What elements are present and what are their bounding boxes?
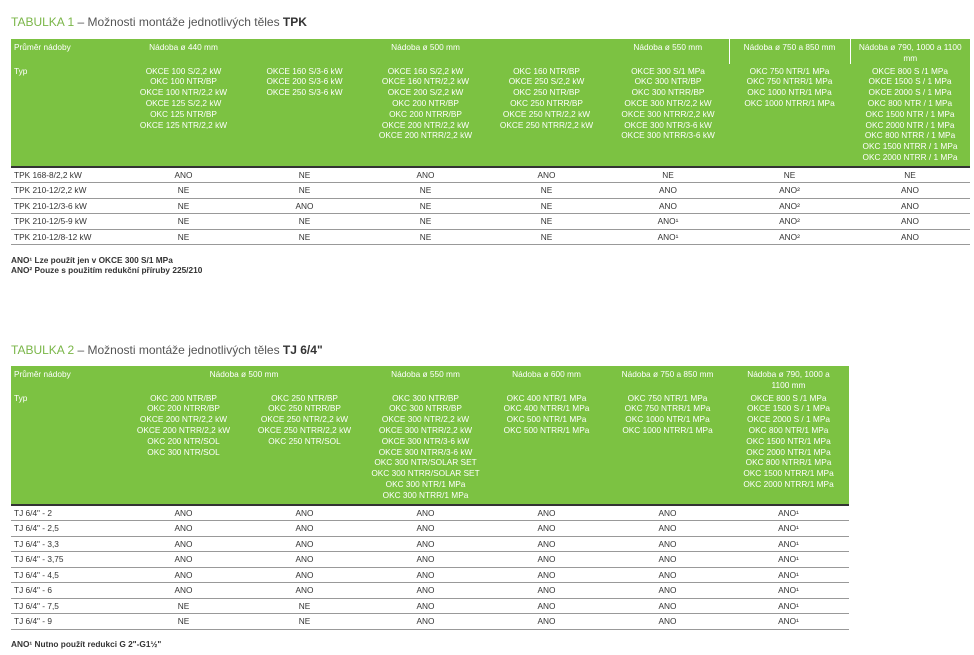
row-label: TPK 168-8/2,2 kW xyxy=(11,167,123,183)
table1-type-cell: OKCE 160 S/3-6 kW OKCE 200 S/3-6 kW OKCE 250 S/3-6 kW xyxy=(244,64,365,167)
row-label: TJ 6/4" - 2,5 xyxy=(11,521,123,537)
row-label: TJ 6/4" - 9 xyxy=(11,614,123,630)
table-row xyxy=(11,229,970,245)
table-cell: ANO xyxy=(365,521,486,537)
table-cell: NE xyxy=(123,598,244,614)
table2-type-cell: OKC 200 NTR/BP OKC 200 NTRR/BP OKCE 200 NTR/2,2 kW OKCE 200 NTRR/2,2 kW OKC 200 NTR/SOL OKC 300 NTR/SOL xyxy=(123,391,244,505)
table-cell: ANO¹ xyxy=(728,614,849,630)
table-cell: NE xyxy=(244,229,365,245)
row-label: TJ 6/4" - 6 xyxy=(11,583,123,599)
table-cell: ANO¹ xyxy=(728,552,849,568)
table-cell: ANO xyxy=(244,567,365,583)
table-cell: NE xyxy=(486,198,607,214)
table-cell: ANO xyxy=(365,552,486,568)
table-cell: ANO xyxy=(123,536,244,552)
table-cell: ANO xyxy=(365,583,486,599)
table1-type-cell: OKCE 800 S /1 MPa OKCE 1500 S / 1 MPa OKCE 2000 S / 1 MPa OKC 800 NTR / 1 MPa OKC 1500 NTR / 1 MPa OKC 2000 NTR / 1 MPa OKC 800 NTRR / 1 MPa OKC 1500 NTRR / 1 MPa OKC 2000 NTRR / 1 MPa xyxy=(850,64,970,167)
table-cell: ANO xyxy=(244,583,365,599)
table1-type-cell: OKC 750 NTR/1 MPa OKC 750 NTRR/1 MPa OKC 1000 NTR/1 MPa OKC 1000 NTRR/1 MPa xyxy=(729,64,850,167)
row-label: TJ 6/4" - 7,5 xyxy=(11,598,123,614)
table2-type-label: Typ xyxy=(11,391,123,505)
table-cell: ANO¹ xyxy=(728,521,849,537)
table-cell: ANO¹ xyxy=(728,505,849,521)
table-cell: ANO xyxy=(486,614,607,630)
table-cell: ANO xyxy=(244,552,365,568)
table1-title-prefix: TABULKA 1 xyxy=(11,15,75,29)
table-cell: NE xyxy=(486,229,607,245)
table-cell: ANO² xyxy=(729,198,850,214)
table-cell: ANO xyxy=(365,167,486,183)
table1-type-cell: OKCE 160 S/2,2 kW OKCE 160 NTR/2,2 kW OKCE 200 S/2,2 kW OKC 200 NTR/BP OKC 200 NTRR/BP OKCE 200 NTR/2,2 kW OKCE 200 NTRR/2,2 kW xyxy=(365,64,486,167)
row-label: TPK 210-12/3-6 kW xyxy=(11,198,123,214)
table-cell: NE xyxy=(365,214,486,230)
table-cell: ANO xyxy=(486,583,607,599)
table1-group-0: Nádoba ø 440 mm xyxy=(123,39,244,64)
table-cell: ANO xyxy=(486,521,607,537)
table2-group-1: Nádoba ø 550 mm xyxy=(365,366,486,391)
table2-group-3: Nádoba ø 750 a 850 mm xyxy=(607,366,728,391)
table-cell: NE xyxy=(244,167,365,183)
table1-header-label: Průměr nádoby xyxy=(11,39,123,64)
table-row xyxy=(11,198,970,214)
table-cell: ANO xyxy=(607,521,728,537)
table-row xyxy=(11,598,849,614)
table1-group-1: Nádoba ø 500 mm xyxy=(244,39,607,64)
table-cell: ANO xyxy=(244,198,365,214)
table-cell: ANO¹ xyxy=(728,583,849,599)
table2-type-cell: OKC 250 NTR/BP OKC 250 NTRR/BP OKCE 250 NTR/2,2 kW OKCE 250 NTRR/2,2 kW OKC 250 NTR/SOL xyxy=(244,391,365,505)
table-cell: ANO xyxy=(486,505,607,521)
table1-notes xyxy=(11,256,202,275)
table2-type-cell: OKC 750 NTR/1 MPa OKC 750 NTRR/1 MPa OKC 1000 NTR/1 MPa OKC 1000 NTRR/1 MPa xyxy=(607,391,728,505)
table-cell: NE xyxy=(244,614,365,630)
table-row xyxy=(11,583,849,599)
table-cell: NE xyxy=(244,183,365,199)
table-cell: ANO¹ xyxy=(728,567,849,583)
table-cell: NE xyxy=(244,214,365,230)
table-cell: ANO xyxy=(607,614,728,630)
table-cell: ANO² xyxy=(729,183,850,199)
table-cell: NE xyxy=(244,598,365,614)
table-cell: ANO² xyxy=(729,229,850,245)
table-cell: ANO xyxy=(486,552,607,568)
table-cell: ANO xyxy=(123,167,244,183)
table-cell: ANO xyxy=(365,598,486,614)
table-cell: ANO xyxy=(365,567,486,583)
table-cell: NE xyxy=(123,214,244,230)
table1-note-1: ANO² Pouze s použitím redukční příruby 225/210 xyxy=(11,264,203,275)
table-row xyxy=(11,183,970,199)
table2-type-cell: OKC 300 NTR/BP OKC 300 NTRR/BP OKCE 300 NTR/2,2 kW OKCE 300 NTRR/2,2 kW OKCE 300 NTR/3-6 kW OKCE 300 NTRR/3-6 kW OKC 300 NTR/SOLAR SET OKC 300 NTRR/SOLAR SET OKC 300 NTR/1 MPa OKC 300 NTRR/1 MPa xyxy=(365,391,486,505)
table1-group-3: Nádoba ø 750 a 850 mm xyxy=(729,39,850,64)
table-cell: ANO xyxy=(486,536,607,552)
row-label: TPK 210-12/5-9 kW xyxy=(11,214,123,230)
table-cell: NE xyxy=(123,229,244,245)
table-cell: NE xyxy=(486,183,607,199)
row-label: TJ 6/4" - 3,75 xyxy=(11,552,123,568)
table1 xyxy=(11,39,970,245)
table1-group-4: Nádoba ø 790, 1000 a 1100 mm xyxy=(850,39,970,64)
table-row xyxy=(11,167,970,183)
table-cell: ANO xyxy=(607,198,729,214)
table-cell: ANO xyxy=(486,167,607,183)
table-cell: ANO¹ xyxy=(728,598,849,614)
table-cell: ANO xyxy=(607,567,728,583)
table-cell: ANO xyxy=(365,614,486,630)
table-cell: NE xyxy=(123,183,244,199)
table-cell: NE xyxy=(607,167,729,183)
table-cell: ANO xyxy=(850,229,970,245)
table-cell: ANO xyxy=(607,598,728,614)
table-cell: ANO xyxy=(850,198,970,214)
table1-group-2: Nádoba ø 550 mm xyxy=(607,39,729,64)
table-cell: ANO xyxy=(607,505,728,521)
table-cell: ANO² xyxy=(729,214,850,230)
table-cell: ANO xyxy=(244,521,365,537)
table-cell: ANO xyxy=(123,505,244,521)
table1-title-text: – Možnosti montáže jednotlivých těles xyxy=(74,15,283,29)
table-cell: ANO xyxy=(365,536,486,552)
table1-note-0: ANO¹ Lze použít jen v OKCE 300 S/1 MPa xyxy=(11,255,173,265)
table-cell: ANO xyxy=(244,505,365,521)
table2-title xyxy=(11,343,323,357)
table2-title-bold: TJ 6/4" xyxy=(282,343,323,357)
table-cell: NE xyxy=(365,229,486,245)
table-cell: ANO¹ xyxy=(607,214,729,230)
table1-type-label: Typ xyxy=(11,64,123,167)
table-cell: NE xyxy=(850,167,970,183)
table-cell: NE xyxy=(365,183,486,199)
table-row xyxy=(11,214,970,230)
table-cell: ANO¹ xyxy=(728,536,849,552)
row-label: TJ 6/4" - 2 xyxy=(11,505,123,521)
row-label: TJ 6/4" - 3,3 xyxy=(11,536,123,552)
table-cell: ANO xyxy=(607,536,728,552)
table2 xyxy=(11,366,849,630)
table2-type-cell: OKCE 800 S /1 MPa OKCE 1500 S / 1 MPa OKCE 2000 S / 1 MPa OKC 800 NTR/1 MPa OKC 1500 NTR/1 MPa OKC 2000 NTR/1 MPa OKC 800 NTRR/1 MPa OKC 1500 NTRR/1 MPa OKC 2000 NTRR/1 MPa xyxy=(728,391,849,505)
table-cell: ANO xyxy=(607,552,728,568)
table1-type-cell: OKCE 300 S/1 MPa OKC 300 NTR/BP OKC 300 NTRR/BP OKCE 300 NTR/2,2 kW OKCE 300 NTRR/2,2 kW OKCE 300 NTR/3-6 kW OKCE 300 NTRR/3-6 kW xyxy=(607,64,729,167)
table1-title xyxy=(11,15,307,29)
table1-title-bold: TPK xyxy=(282,15,307,29)
row-label: TPK 210-12/8-12 kW xyxy=(11,229,123,245)
table-cell: ANO xyxy=(486,598,607,614)
table-cell: NE xyxy=(729,167,850,183)
table-cell: NE xyxy=(486,214,607,230)
row-label: TJ 6/4" - 4,5 xyxy=(11,567,123,583)
table-cell: ANO xyxy=(850,183,970,199)
table-cell: ANO xyxy=(123,521,244,537)
table2-notes xyxy=(11,640,161,650)
table-row xyxy=(11,614,849,630)
table2-header-label: Průměr nádoby xyxy=(11,366,123,391)
table1-type-cell: OKC 160 NTR/BP OKCE 250 S/2,2 kW OKC 250 NTR/BP OKC 250 NTRR/BP OKCE 250 NTR/2,2 kW OKCE 250 NTRR/2,2 kW xyxy=(486,64,607,167)
table-row xyxy=(11,505,849,521)
table1-type-cell: OKCE 100 S/2,2 kW OKC 100 NTR/BP OKCE 100 NTR/2,2 kW OKCE 125 S/2,2 kW OKC 125 NTR/BP OKCE 125 NTR/2,2 kW xyxy=(123,64,244,167)
table-row xyxy=(11,521,849,537)
table-cell: NE xyxy=(123,614,244,630)
table-row xyxy=(11,552,849,568)
table-cell: ANO xyxy=(244,536,365,552)
table-cell: ANO xyxy=(365,505,486,521)
table-row xyxy=(11,567,849,583)
table-cell: ANO xyxy=(123,567,244,583)
table2-group-2: Nádoba ø 600 mm xyxy=(486,366,607,391)
table-cell: ANO xyxy=(850,214,970,230)
row-label: TPK 210-12/2,2 kW xyxy=(11,183,123,199)
table-cell: ANO xyxy=(607,583,728,599)
table-cell: NE xyxy=(365,198,486,214)
table2-group-0: Nádoba ø 500 mm xyxy=(123,366,365,391)
table-cell: ANO¹ xyxy=(607,229,729,245)
table2-note-0: ANO¹ Nutno použít redukci G 2"-G1½" xyxy=(11,639,162,649)
table-cell: ANO xyxy=(486,567,607,583)
table-cell: NE xyxy=(123,198,244,214)
table2-title-prefix: TABULKA 2 xyxy=(11,343,75,357)
table-cell: ANO xyxy=(123,583,244,599)
table-row xyxy=(11,536,849,552)
table2-group-4: Nádoba ø 790, 1000 a 1100 mm xyxy=(728,366,849,391)
table-cell: ANO xyxy=(123,552,244,568)
table2-title-text: – Možnosti montáže jednotlivých těles xyxy=(74,343,283,357)
table-cell: ANO xyxy=(607,183,729,199)
table2-type-cell: OKC 400 NTR/1 MPa OKC 400 NTRR/1 MPa OKC 500 NTR/1 MPa OKC 500 NTRR/1 MPa xyxy=(486,391,607,505)
